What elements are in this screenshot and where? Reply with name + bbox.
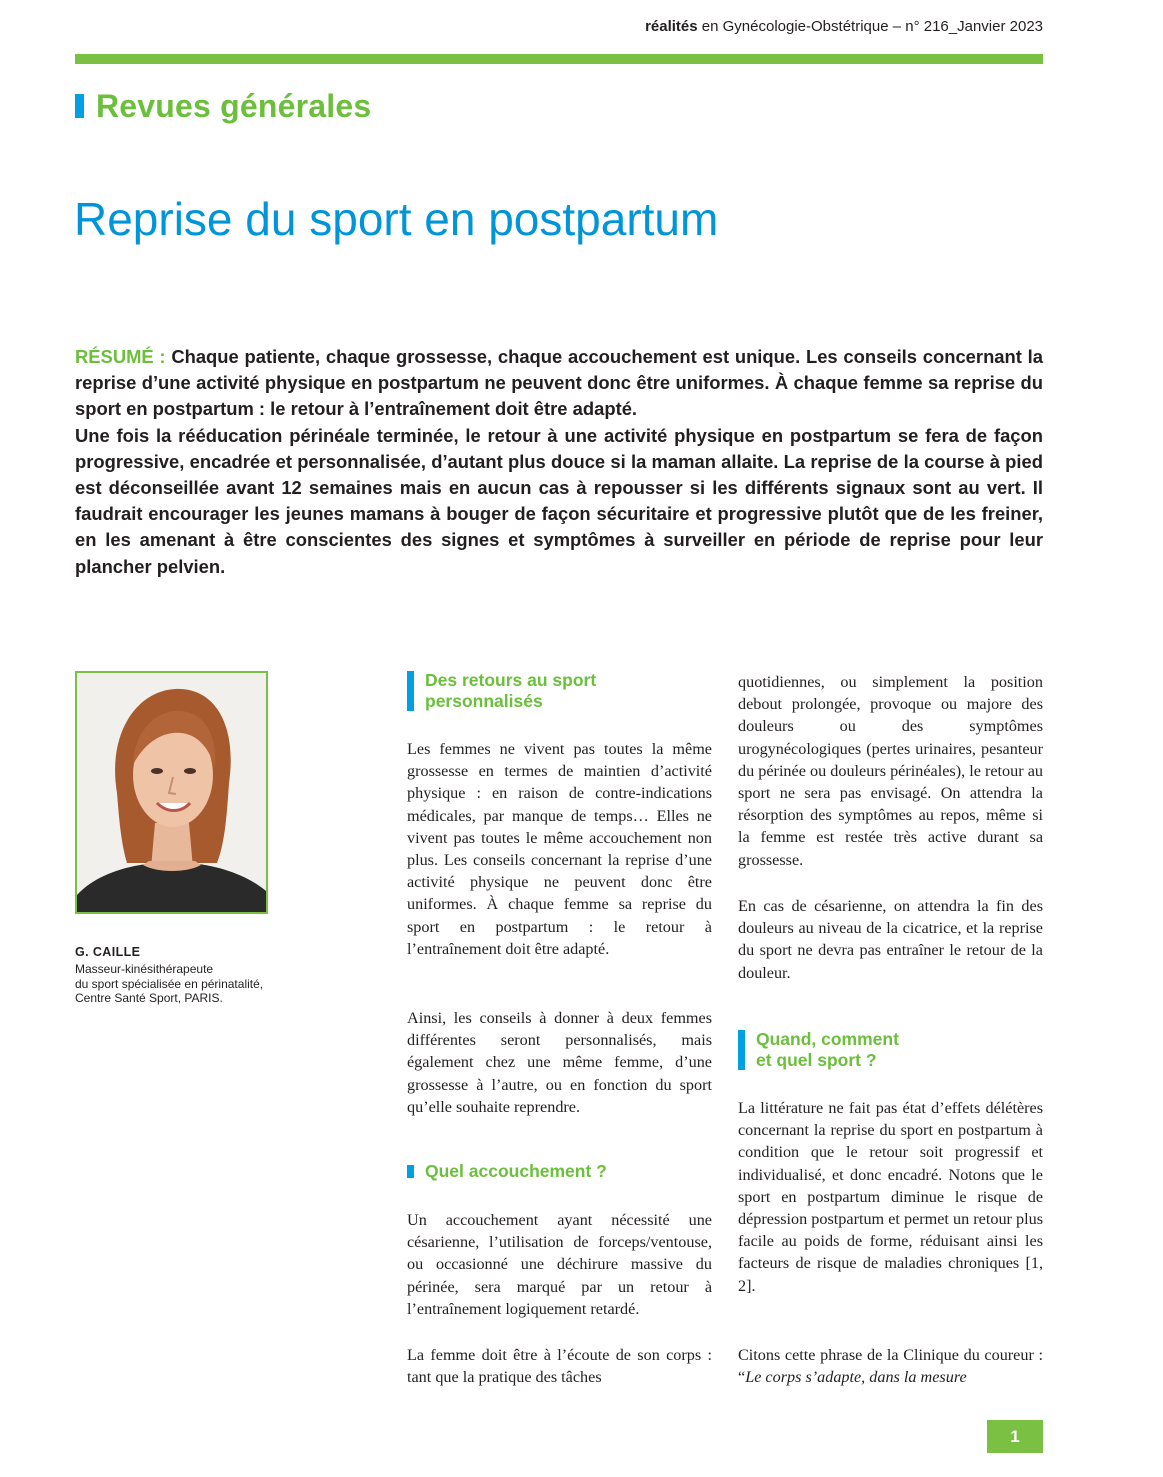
subheading-quel-accouchement [407,1161,607,1182]
col2-paragraph-2: En cas de césarienne, on attendra la fin des douleurs au niveau de la cicatrice, et la reprise du sport ne devra pas entraîner le retour de la douleur. [738,897,1043,982]
section-heading [75,86,371,126]
author-affiliation-line: Centre Santé Sport, PARIS. [75,991,223,1005]
col1-paragraph-4: La femme doit être à l’écoute de son corps : tant que la pratique des tâches [407,1346,712,1387]
header-rule [75,54,1043,64]
summary-paragraph-2: Une fois la rééducation périnéale terminée, le retour à une activité physique en postpartum se fera de façon progressive, encadrée et personnalisée, d’autant plus douce si la maman allaite. La reprise de la course à pied est déconseillée avant 12 semaines mais en aucun cas à repousser si les différents signaux sont au vert. Il faudrait encourager les jeunes mamans à bouger de façon sécuritaire et progressive plutôt que de les freiner, en les amenant à être conscientes des signes et symptômes à surveiller en période de reprise pour leur plancher pelvien. [75,424,1043,577]
subheading-quand-comment [738,1029,899,1071]
author-photo [75,671,268,914]
journal-name: réalités [645,18,698,35]
subheading-line: Quel accouchement ? [425,1161,607,1181]
col2-paragraph-1: quotidiennes, ou simplement la position debout prolongée, provoque ou majore des douleurs ou des symptômes urogynécologiques (pertes urinaires, pesanteur du périnée ou douleurs périnéales), le retour au sport ne sera pas envisagé. On attendra la résorption des symptômes au repos, même si la femme est restée très active durant sa grossesse. [738,673,1043,869]
col1-paragraph-3: Un accouchement ayant nécessité une césarienne, l’utilisation de forceps/ventouse, ou occasionné une déchirure massive du périnée, sera marqué par un retour à l’entraînement logiquement retardé. [407,1211,712,1318]
quote-italic: Le corps s’adapte, dans la mesure [745,1368,967,1387]
subheading-des-retours [407,670,596,712]
journal-header [645,18,1043,35]
author-portrait [77,673,266,912]
col1-paragraph-2: Ainsi, les conseils à donner à deux femmes différentes seront personnalisés, mais également chez une même femme, d’une grossesse à l’autre, ou en fonction du sport qu’elle souhaite reprendre. [407,1009,712,1116]
author-affiliation [75,962,263,1006]
author-affiliation-line: du sport spécialisée en périnatalité, [75,976,264,991]
summary-text-1: Chaque patiente, chaque grossesse, chaque accouchement est unique. Les conseils concernant la reprise d’une activité physique en postpartum ne peuvent donc être uniformes. À chaque femme sa reprise du sport en postpartum : le retour à l’entraînement doit être adapté. [75,346,1043,420]
subheading-line: et quel sport ? [756,1050,877,1070]
subheading-marker [407,1165,414,1178]
col1-paragraph-1: Les femmes ne vivent pas toutes la même grossesse en termes de maintien d’activité physique : en raison de contre-indications médicales, par manque de temps… Elles ne vivent pas toutes le même accouchement non plus. Les conseils concernant la reprise d’une activité physique ne peuvent donc être uniformes. À chaque femme sa reprise du sport en postpartum : le retour à l’entraînement doit être adapté. [407,740,712,958]
summary-paragraph-1 [75,344,1043,423]
summary [75,344,1043,580]
subheading-line: Des retours au sport [425,670,597,690]
summary-label: RÉSUMÉ : [75,346,166,367]
section-marker [75,94,84,118]
journal-issue: en Gynécologie-Obstétrique – n° 216_Janvier 2023 [697,18,1043,35]
section-title: Revues générales [96,87,372,124]
author-name: G. CAILLE [75,945,141,959]
article-title: Reprise du sport en postpartum [74,193,719,245]
subheading-line: personnalisés [425,691,543,711]
col2-paragraph-4: Citons cette phrase de la Clinique du coureur : “Le corps s’adapte, dans la mesure [738,1346,1043,1387]
col2-paragraph-3: La littérature ne fait pas état d’effets délétères concernant la reprise du sport en postpartum à condition que le retour soit progressif et individualisé, et donc encadré. Notons que le sport en postpartum diminue le risque de dépression postpartum et permet un retour plus facile au poids de forme, réduisant ainsi les facteurs de risque de maladies chroniques [1, 2]. [738,1099,1043,1295]
page-number: 1 [987,1420,1043,1453]
subheading-line: Quand, comment [756,1029,899,1049]
subheading-marker [407,671,414,711]
author-affiliation-line: Masseur-kinésithérapeute [75,962,214,976]
subheading-marker [738,1030,745,1070]
